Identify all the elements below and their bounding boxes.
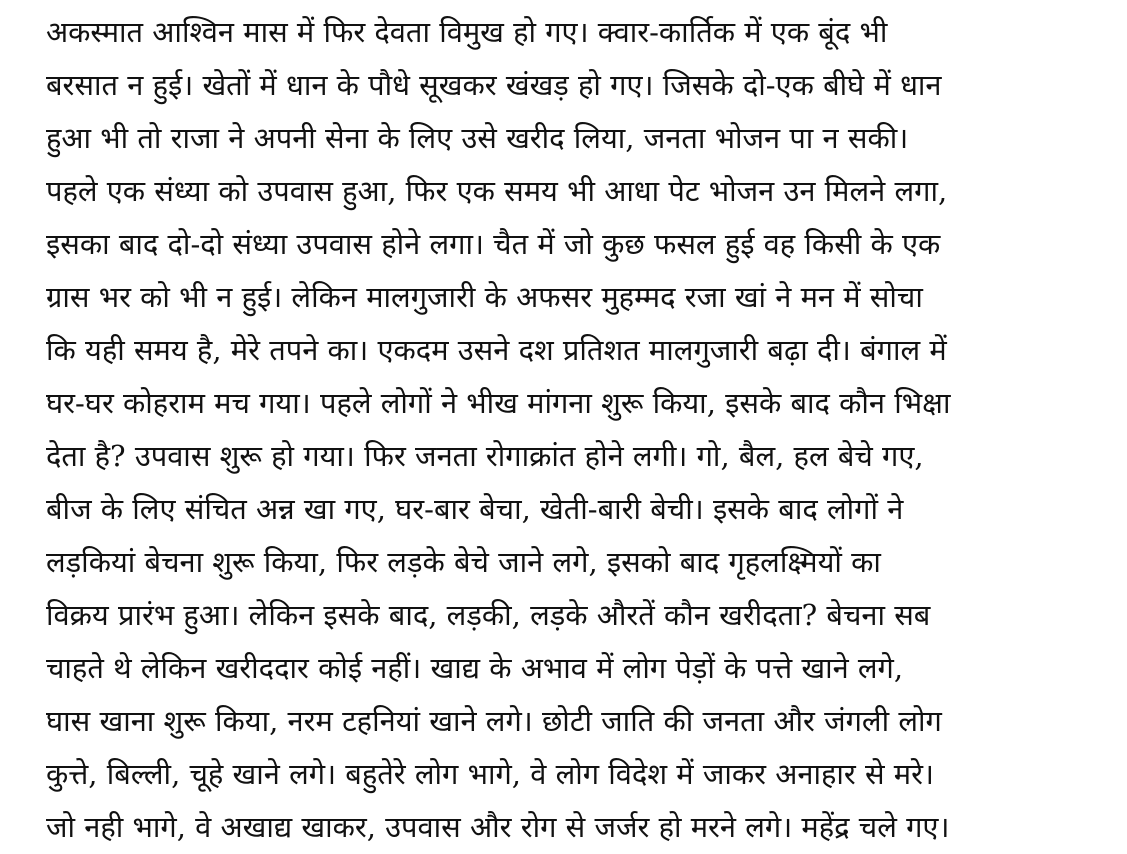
text-line-10: बीज के लिए संचित अन्न खा गए, घर-बार बेचा, खेती-बारी बेची। इसके बाद लोगों ने [46, 492, 904, 526]
text-line-12: विक्रय प्रारंभ हुआ। लेकिन इसके बाद, लड़की, लड़के औरतें कौन खरीदता? बेचना सब [46, 598, 931, 632]
text-line-2: बरसात न हुई। खेतों में धान के पौधे सूखकर खंखड़ हो गए। जिसके दो-एक बीघे में धान [46, 68, 942, 102]
text-line-4: पहले एक संध्या को उपवास हुआ, फिर एक समय भी आधा पेट भोजन उन मिलने लगा, [46, 174, 948, 208]
text-line-5: इसका बाद दो-दो संध्या उपवास होने लगा। चैत में जो कुछ फसल हुई वह किसी के एक [46, 227, 941, 261]
text-line-14: घास खाना शुरू किया, नरम टहनियां खाने लगे। छोटी जाति की जनता और जंगली लोग [46, 704, 942, 738]
text-line-8: घर-घर कोहराम मच गया। पहले लोगों ने भीख मांगना शुरू किया, इसके बाद कौन भिक्षा [46, 386, 951, 420]
text-line-13: चाहते थे लेकिन खरीददार कोई नहीं। खाद्य के अभाव में लोग पेड़ों के पत्ते खाने लगे, [46, 651, 904, 685]
text-line-1: अकस्मात आश्विन मास में फिर देवता विमुख हो गए। क्वार-कार्तिक में एक बूंद भी [46, 15, 888, 49]
paragraph [46, 6, 1121, 854]
text-line-11: लड़कियां बेचना शुरू किया, फिर लड़के बेचे जाने लगे, इसको बाद गृहलक्ष्मियों का [46, 545, 881, 579]
text-line-16: जो नही भागे, वे अखाद्य खाकर, उपवास और रोग से जर्जर हो मरने लगे। महेंद्र चले गए। [46, 810, 950, 844]
text-line-7: कि यही समय है, मेरे तपने का। एकदम उसने दश प्रतिशत मालगुजारी बढ़ा दी। बंगाल में [46, 333, 947, 367]
text-line-3: हुआ भी तो राजा ने अपनी सेना के लिए उसे खरीद लिया, जनता भोजन पा न सकी। [46, 121, 909, 155]
text-line-6: ग्रास भर को भी न हुई। लेकिन मालगुजारी के अफसर मुहम्मद रजा खां ने मन में सोचा [46, 280, 923, 314]
text-line-15: कुत्ते, बिल्ली, चूहे खाने लगे। बहुतेरे लोग भागे, वे लोग विदेश में जाकर अनाहार से मरे। [46, 757, 934, 791]
text-line-9: देता है? उपवास शुरू हो गया। फिर जनता रोगाक्रांत होने लगी। गो, बैल, हल बेचे गए, [46, 439, 924, 473]
